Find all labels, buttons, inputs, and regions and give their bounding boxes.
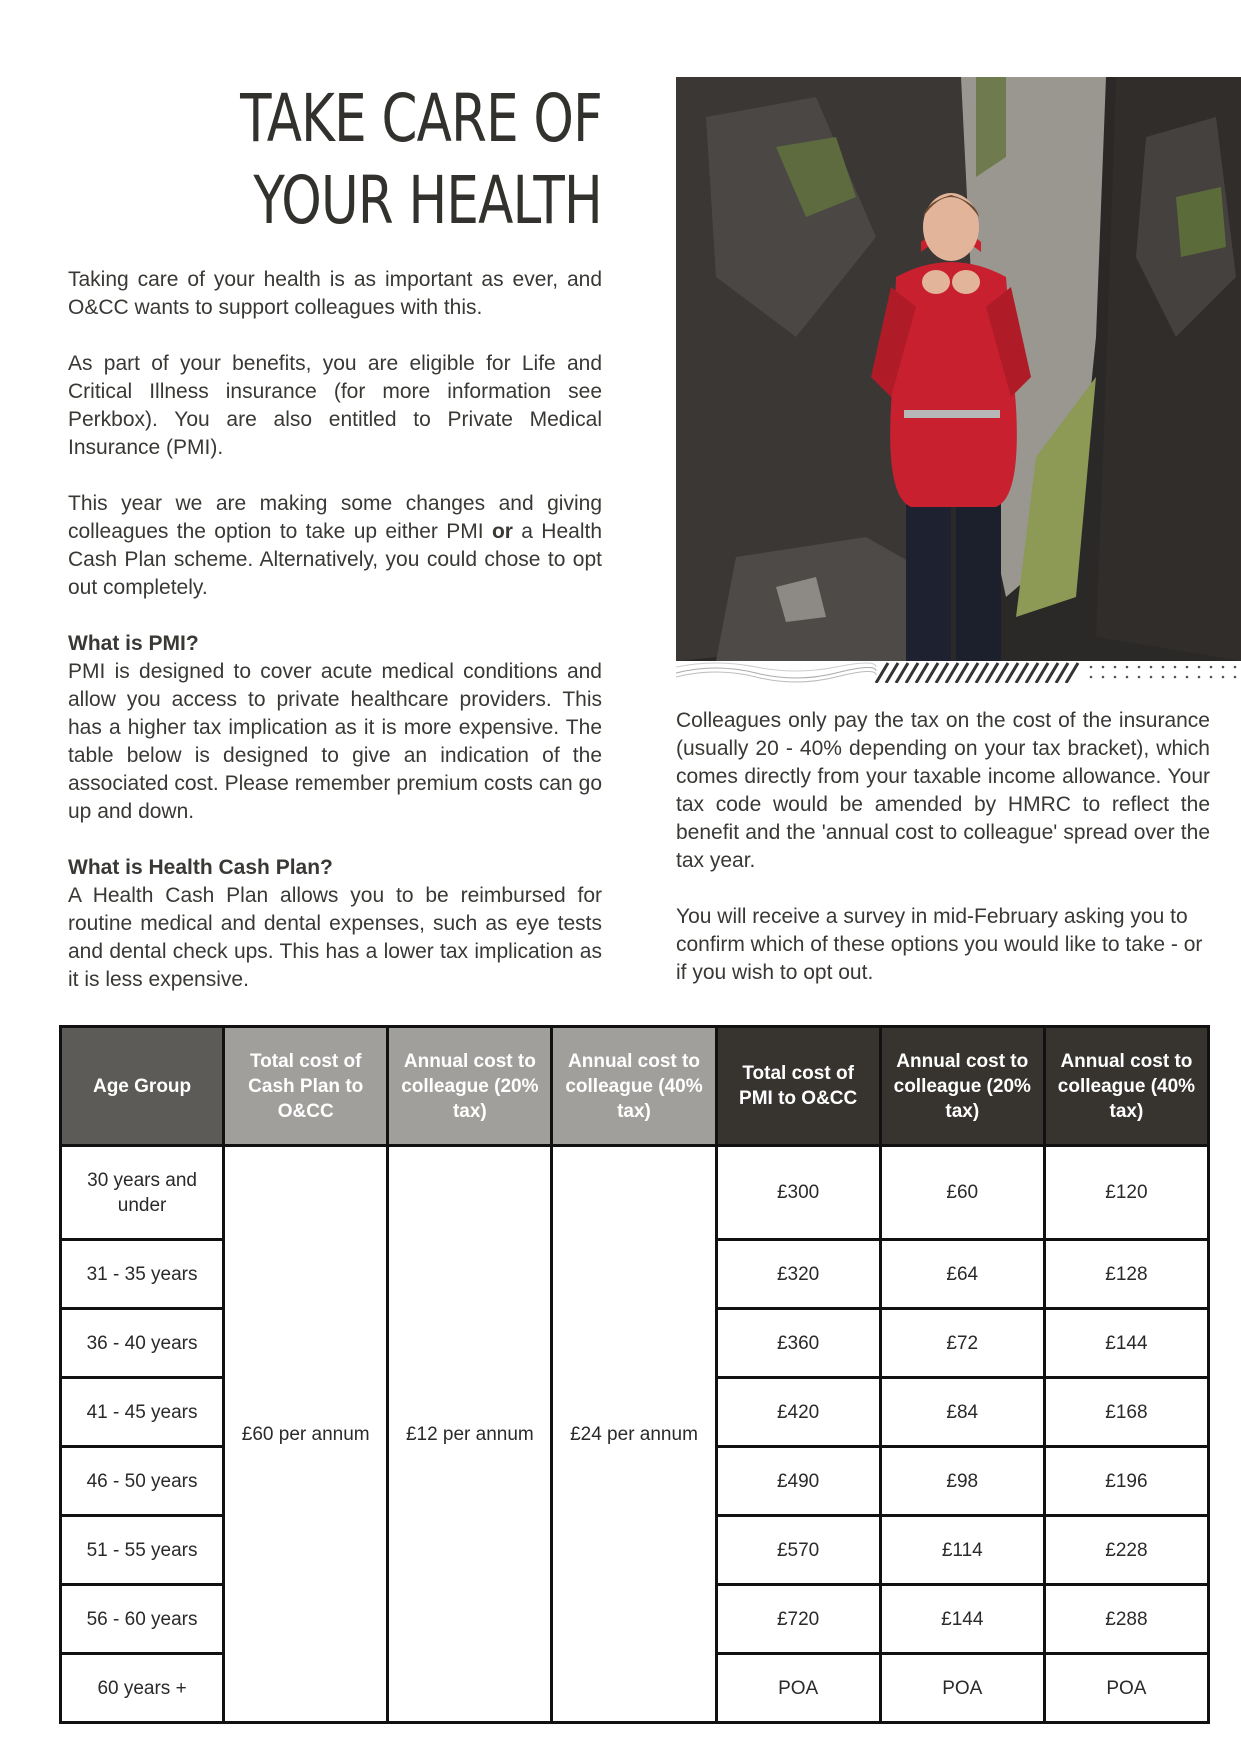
tax40-cell: £228 [1044, 1516, 1208, 1585]
tax20-cell: £60 [880, 1146, 1044, 1240]
pmi-cell: £490 [716, 1447, 880, 1516]
cash-plan-heading: What is Health Cash Plan? [68, 856, 333, 879]
age-cell: 60 years + [61, 1654, 224, 1723]
left-column [68, 266, 602, 1022]
table-header-row [61, 1027, 1209, 1146]
pattern-strip [676, 661, 1241, 683]
tax20-cell: £64 [880, 1240, 1044, 1309]
tax40-cell: £196 [1044, 1447, 1208, 1516]
decorative-strip [676, 661, 1241, 683]
hatch-pattern [876, 663, 1078, 683]
hiker-illustration [676, 77, 1241, 661]
moss-right [1176, 187, 1226, 257]
pmi-cell: £320 [716, 1240, 880, 1309]
tax40-cell: POA [1044, 1654, 1208, 1723]
tax20-cell: £114 [880, 1516, 1044, 1585]
dot-pattern [1090, 666, 1237, 679]
contour-line-3 [676, 663, 876, 671]
tax20-cell: £98 [880, 1447, 1044, 1516]
age-cell: 30 years and under [61, 1146, 224, 1240]
backpack-strap [904, 410, 1000, 418]
cash-plan-20-cell: £12 per annum [388, 1146, 552, 1723]
age-cell: 31 - 35 years [61, 1240, 224, 1309]
header-pmi-40: Annual cost to colleague (40% tax) [1044, 1027, 1208, 1146]
right-column [676, 707, 1210, 1015]
table-row [61, 1146, 1209, 1240]
cash-plan-total-cell: £60 per annum [224, 1146, 388, 1723]
age-cell: 56 - 60 years [61, 1585, 224, 1654]
header-pmi-total: Total cost of PMI to O&CC [716, 1027, 880, 1146]
intro-paragraph-3-start: This year we are making some changes and giving colleagues the option to take up either PMI [68, 492, 602, 543]
pmi-body: PMI is designed to cover acute medical conditions and allow you access to private healthcare providers. This has a higher tax implication as it is more expensive. The table below is designed to give an indication of the associated cost. Please remember premium costs can go up and down. [68, 660, 602, 823]
survey-paragraph: You will receive a survey in mid-February asking you to confirm which of these options you would like to take - or if you wish to opt out. [676, 905, 1203, 984]
face [923, 193, 979, 261]
pmi-heading: What is PMI? [68, 632, 199, 655]
intro-paragraph-3-end: a Health Cash Plan scheme. Alternatively, you could chose to opt out completely. [68, 520, 602, 599]
pmi-cell: £570 [716, 1516, 880, 1585]
pmi-cell: £420 [716, 1378, 880, 1447]
header-cash-plan-total: Total cost of Cash Plan to O&CC [224, 1027, 388, 1146]
header-pmi-20: Annual cost to colleague (20% tax) [880, 1027, 1044, 1146]
pmi-cell: £720 [716, 1585, 880, 1654]
cash-plan-body: A Health Cash Plan allows you to be reimbursed for routine medical and dental expenses, such as eye tests and dental check ups. This has a lower tax implication as it is less expensive. [68, 884, 602, 991]
cash-plan-40-cell: £24 per annum [552, 1146, 716, 1723]
tax40-cell: £120 [1044, 1146, 1208, 1240]
pmi-cell: £360 [716, 1309, 880, 1378]
tax20-cell: £84 [880, 1378, 1044, 1447]
trouser-right [956, 492, 1001, 661]
tax20-cell: £144 [880, 1585, 1044, 1654]
tax40-cell: £168 [1044, 1378, 1208, 1447]
hand-left [922, 270, 950, 294]
age-cell: 36 - 40 years [61, 1309, 224, 1378]
tax-paragraph: Colleagues only pay the tax on the cost of the insurance (usually 20 - 40% depending on your tax bracket), which comes directly from your taxable income allowance. Your tax code would be amended by HMRC to reflect the benefit and the 'annual cost to colleague' spread over the tax year. [676, 709, 1210, 872]
pmi-cell: POA [716, 1654, 880, 1723]
page-title: TAKE CARE OF YOUR HEALTH [240, 80, 603, 239]
intro-paragraph-2: As part of your benefits, you are eligible for Life and Critical Illness insurance (for more information see Perkbox). You are also entitled to Private Medical Insurance (PMI). [68, 352, 602, 459]
age-cell: 46 - 50 years [61, 1447, 224, 1516]
header-cash-plan-40: Annual cost to colleague (40% tax) [552, 1027, 716, 1146]
header-cash-plan-20: Annual cost to colleague (20% tax) [388, 1027, 552, 1146]
tax40-cell: £288 [1044, 1585, 1208, 1654]
trouser-left [906, 492, 951, 661]
tax40-cell: £128 [1044, 1240, 1208, 1309]
cost-table [59, 1025, 1210, 1724]
header-age-group: Age Group [61, 1027, 224, 1146]
tax40-cell: £144 [1044, 1309, 1208, 1378]
pmi-cell: £300 [716, 1146, 880, 1240]
age-cell: 51 - 55 years [61, 1516, 224, 1585]
hiker-photo [676, 77, 1241, 661]
tax20-cell: £72 [880, 1309, 1044, 1378]
intro-paragraph-3 [68, 490, 602, 602]
age-cell: 41 - 45 years [61, 1378, 224, 1447]
intro-paragraph-1: Taking care of your health is as important as ever, and O&CC wants to support colleagues with this. [68, 268, 602, 319]
or-emphasis: or [491, 520, 513, 543]
tax20-cell: POA [880, 1654, 1044, 1723]
hand-right [952, 270, 980, 294]
